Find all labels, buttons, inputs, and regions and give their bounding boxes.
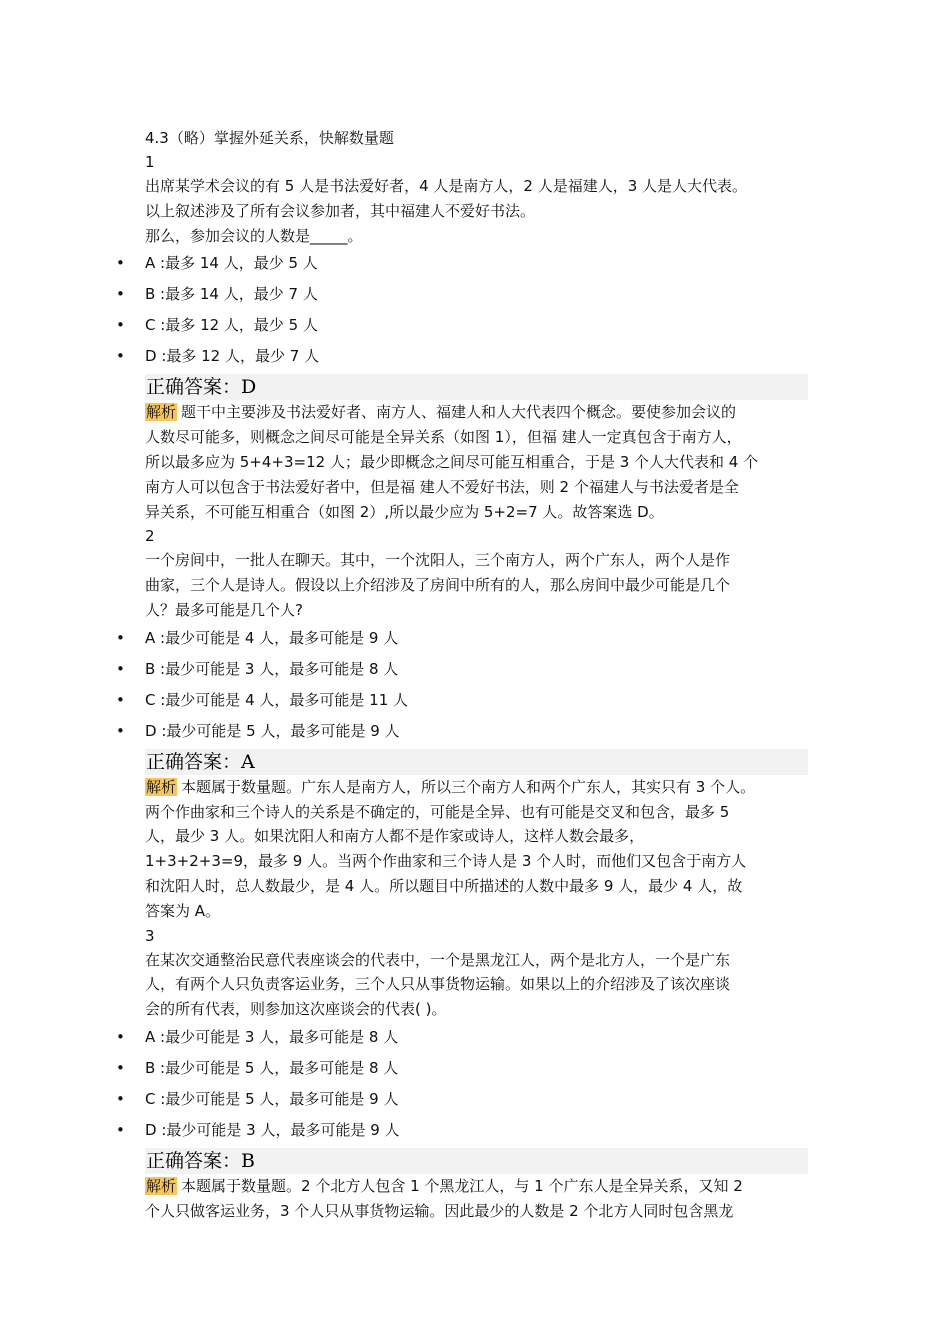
stem-line: 人，有两个人只负责客运业务，三个人只从事货物运输。如果以上的介绍涉及了该次座谈 [145,975,731,994]
question-number: 1 [145,153,155,171]
analysis [145,1174,810,1224]
bullet-icon: • [116,1089,125,1108]
bullet-icon: • [116,628,125,647]
option-b: • B :最多 14 人，最少 7 人 [145,279,810,310]
correct-answer: 正确答案：A [145,749,808,775]
correct-answer: 正确答案：B [145,1148,808,1174]
bullet-icon: • [116,1027,125,1046]
stem-line: 人？最多可能是几个人? [145,600,303,619]
analysis-line: 所以最多应为 5+4+3=12 人；最少即概念之间尽可能互相重合，于是 3 个人大代表和 4 个 [145,452,759,471]
analysis-line: 南方人可以包含于书法爱好者中，但是福 建人不爱好书法，则 2 个福建人与书法爱者是全 [145,477,739,496]
analysis-line: 异关系，不可能互相重合（如图 2）,所以最少应为 5+2=7 人。故答案选 D。 [145,502,664,521]
analysis-line: 解析 题干中主要涉及书法爱好者、南方人、福建人和人大代表四个概念。要使参加会议的 [146,403,737,422]
analysis-line: 解析 本题属于数量题。2 个北方人包含 1 个黑龙江人，与 1 个广东人是全异关系，又知 2 [146,1176,743,1195]
analysis [145,775,810,924]
question-1 [116,150,810,524]
question-2 [116,524,810,923]
section-title: 4.3（略）掌握外延关系，快解数量题 [145,129,394,147]
option-a: • A :最少可能是 3 人，最多可能是 8 人 [145,1022,810,1053]
bullet-icon: • [116,1120,125,1139]
correct-answer: 正确答案：D [145,374,808,400]
bullet-icon: • [116,347,125,366]
question-3 [116,924,810,1224]
analysis [145,400,810,524]
stem-line: 出席某学术会议的有 5 人是书法爱好者，4 人是南方人，2 人是福建人，3 人是人大代表。 [145,177,748,195]
bullet-icon: • [116,721,125,740]
question-stem [145,948,810,1022]
bullet-icon: • [116,316,125,335]
question-stem [145,174,810,248]
option-c: • C :最少可能是 4 人，最多可能是 11 人 [145,685,810,716]
question-number: 2 [145,527,155,546]
analysis-line: 解析 本题属于数量题。广东人是南方人，所以三个南方人和两个广东人，其实只有 3 个人。 [146,777,756,796]
option-c: • C :最少可能是 5 人，最多可能是 9 人 [145,1084,810,1115]
bullet-icon: • [116,690,125,709]
stem-line: 那么，参加会议的人数是_____。 [145,226,363,245]
option-list [116,1022,810,1146]
bullet-icon: • [116,1058,125,1077]
stem-line: 在某次交通整治民意代表座谈会的代表中，一个是黑龙江人，两个是北方人，一个是广东 [145,950,731,969]
stem-line: 曲家，三个人是诗人。假设以上介绍涉及了房间中所有的人，那么房间中最少可能是几个 [145,576,731,595]
analysis-line: 1+3+2+3=9，最多 9 人。当两个作曲家和三个诗人是 3 个人时，而他们又包含于南方人 [145,852,747,871]
option-b: • B :最少可能是 5 人，最多可能是 8 人 [145,1053,810,1084]
document-content [116,126,810,1224]
stem-line: 会的所有代表，则参加这次座谈会的代表( )。 [145,1000,447,1019]
bullet-icon: • [116,254,125,273]
analysis-line: 两个作曲家和三个诗人的关系是不确定的，可能是全异、也有可能是交叉和包含，最多 5 [145,802,730,821]
analysis-tag: 解析 [146,403,177,422]
option-d: • D :最少可能是 5 人，最多可能是 9 人 [145,716,810,747]
analysis-line: 人数尽可能多，则概念之间尽可能是全异关系（如图 1），但福 建人一定真包含于南方人， [145,428,742,447]
option-d: • D :最多 12 人，最少 7 人 [145,341,810,372]
option-b: • B :最少可能是 3 人，最多可能是 8 人 [145,654,810,685]
option-a: • A :最多 14 人，最少 5 人 [145,248,810,279]
option-list [116,248,810,372]
bullet-icon: • [116,285,125,304]
analysis-line: 和沈阳人时，总人数最少，是 4 人。所以题目中所描述的人数中最多 9 人，最少 4 人，故 [145,876,743,895]
option-c: • C :最多 12 人，最少 5 人 [145,310,810,341]
question-number: 3 [145,926,155,945]
analysis-tag: 解析 [146,1176,177,1195]
analysis-tag: 解析 [146,777,177,796]
stem-line: 以上叙述涉及了所有会议参加者，其中福建人不爱好书法。 [145,201,536,220]
analysis-line: 个人只做客运业务，3 个人只从事货物运输。因此最少的人数是 2 个北方人同时包含黑龙 [145,1201,734,1220]
option-list [116,623,810,747]
analysis-line: 人，最少 3 人。如果沈阳人和南方人都不是作家或诗人，这样人数会最多， [145,827,645,846]
question-stem [145,548,810,622]
analysis-line: 答案为 A。 [145,901,221,920]
option-a: • A :最少可能是 4 人，最多可能是 9 人 [145,623,810,654]
bullet-icon: • [116,659,125,678]
option-d: • D :最少可能是 3 人，最多可能是 9 人 [145,1115,810,1146]
stem-line: 一个房间中，一批人在聊天。其中，一个沈阳人，三个南方人，两个广东人，两个人是作 [145,551,731,570]
